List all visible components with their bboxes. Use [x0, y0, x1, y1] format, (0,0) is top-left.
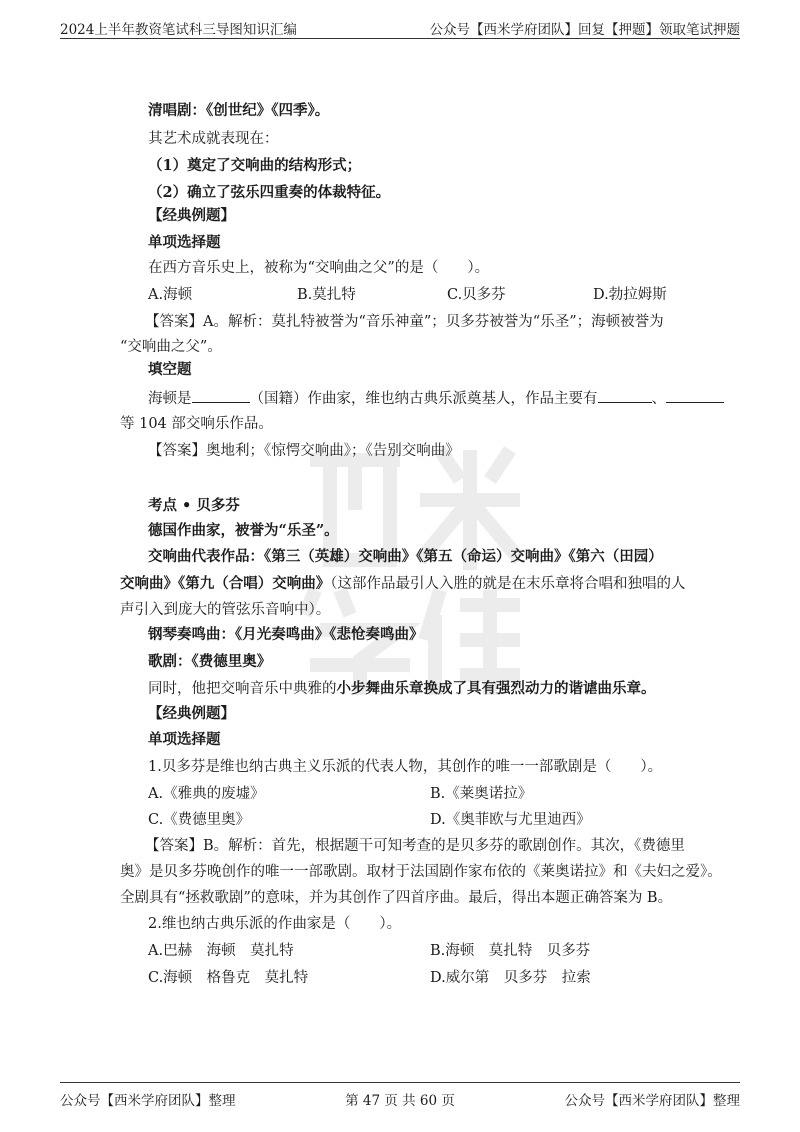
fill-question-line-1	[148, 388, 724, 409]
page-footer	[60, 1082, 740, 1109]
question-type-fill: 填空题	[148, 361, 192, 378]
meanwhile-line	[148, 679, 656, 699]
answer-b1-line-2: 奥》是贝多芬晚创作的唯一一部歌剧。取材于法国剧作家布依的《莱奥诺拉》和《夫妇之爱》。	[120, 864, 722, 880]
qb1-option-d: D.《奥菲欧与尤里迪西》	[430, 812, 591, 828]
watermark-logo	[300, 440, 520, 700]
qb1-option-a: A.《雅典的废墟》	[148, 786, 265, 802]
achievement-item-1: （1）奠定了交响曲的结构形式；	[148, 157, 362, 174]
oratorio-line: 清唱剧：《创世纪》《四季》。	[148, 102, 330, 119]
page-header	[60, 16, 740, 39]
achievement-item-2: （2）确立了弦乐四重奏的体裁特征。	[148, 184, 391, 201]
meanwhile-text: 同时，他把交响音乐中典雅的	[148, 681, 337, 697]
qb2-option-a: A.巴赫 海顿 莫扎特	[148, 943, 294, 959]
question-b2: 2.维也纳古典乐派的作曲家是（ ）。	[148, 916, 402, 932]
fill-text-2: （国籍）作曲家，维也纳古典乐派奠基人，作品主要有	[249, 391, 598, 407]
qb2-option-b: B.海顿 莫扎特 贝多芬	[430, 943, 591, 959]
question-1: 在西方音乐史上，被称为“交响曲之父”的是（ ）。	[148, 260, 490, 276]
blank-work-1	[598, 388, 652, 403]
symphony-note: （这部作品最引人入胜的就是在末乐章将合唱和独唱的人	[330, 576, 686, 592]
piano-sonatas: 钢琴奏鸣曲：《月光奏鸣曲》《悲怆奏鸣曲》	[148, 626, 424, 643]
fill-text-1: 海顿是	[148, 391, 192, 407]
answer-b1-line-3: 全剧具有“拯救歌剧”的意味，并为其创作了四首序曲。最后，得出本题正确答案为 B。	[120, 890, 673, 906]
symphony-works-bold: 交响曲》《第九（合唱）交响曲》	[120, 575, 331, 592]
blank-work-2	[666, 388, 724, 403]
meanwhile-bold: 小步舞曲乐章换成了具有强烈动力的谐谑曲乐章。	[336, 680, 656, 697]
answer-2: 【答案】奥地利；《惊愕交响曲》；《告别交响曲》	[148, 443, 460, 459]
blank-nationality	[192, 388, 250, 403]
question-b1: 1.贝多芬是维也纳古典主义乐派的代表人物，其创作的唯一一部歌剧是（ ）。	[148, 759, 663, 775]
qb2-option-c: C.海顿 格鲁克 莫扎特	[148, 970, 309, 986]
section-title-beethoven: 考点 • 贝多芬	[148, 497, 240, 514]
header-right: 公众号【西米学府团队】回复【押题】领取笔试押题	[429, 22, 740, 38]
q1-option-c: C.贝多芬	[447, 287, 506, 303]
q1-option-b: B.莫扎特	[297, 287, 356, 303]
fill-text-3: 、	[651, 391, 666, 407]
symphony-line-1: 交响曲代表作品：《第三（英雄）交响曲》《第五（命运）交响曲》《第六（田园）	[148, 548, 663, 565]
footer-left: 公众号【西米学府团队】整理	[60, 1093, 236, 1109]
fill-question-line-2: 等 104 部交响乐作品。	[120, 416, 273, 432]
q1-option-d: D.勃拉姆斯	[593, 287, 667, 303]
header-left: 2024上半年教资笔试科三导图知识汇编	[60, 22, 297, 38]
example-heading-1: 【经典例题】	[148, 207, 235, 224]
achievement-intro: 其艺术成就表现在：	[148, 131, 279, 147]
example-heading-2: 【经典例题】	[148, 705, 235, 722]
q1-option-a: A.海顿	[148, 287, 193, 303]
answer-1-line-1: 【答案】A。解析：莫扎特被誉为“音乐神童”；贝多芬被誉为“乐圣”；海顿被誉为	[145, 314, 664, 330]
answer-1-line-2: “交响曲之父”。	[120, 339, 222, 355]
opera-line: 歌剧：《费德里奥》	[148, 653, 272, 670]
footer-right: 公众号【西米学府团队】整理	[564, 1093, 740, 1109]
answer-b1-line-1: 【答案】B。解析：首先，根据题干可知考查的是贝多芬的歌剧创作。其次，《费德里	[145, 838, 685, 854]
symphony-line-2	[120, 574, 686, 594]
question-type-single-2: 单项选择题	[148, 731, 221, 748]
page-number: 第 47 页 共 60 页	[345, 1093, 455, 1109]
qb1-option-b: B.《莱奥诺拉》	[430, 786, 533, 802]
beethoven-intro: 德国作曲家，被誉为“乐圣”。	[148, 522, 339, 539]
qb2-option-d: D.威尔第 贝多芬 拉索	[430, 970, 591, 986]
question-type-single-1: 单项选择题	[148, 234, 221, 251]
symphony-line-3: 声引入到庞大的管弦乐音响中）。	[120, 602, 331, 618]
qb1-option-c: C.《费德里奥》	[148, 812, 251, 828]
